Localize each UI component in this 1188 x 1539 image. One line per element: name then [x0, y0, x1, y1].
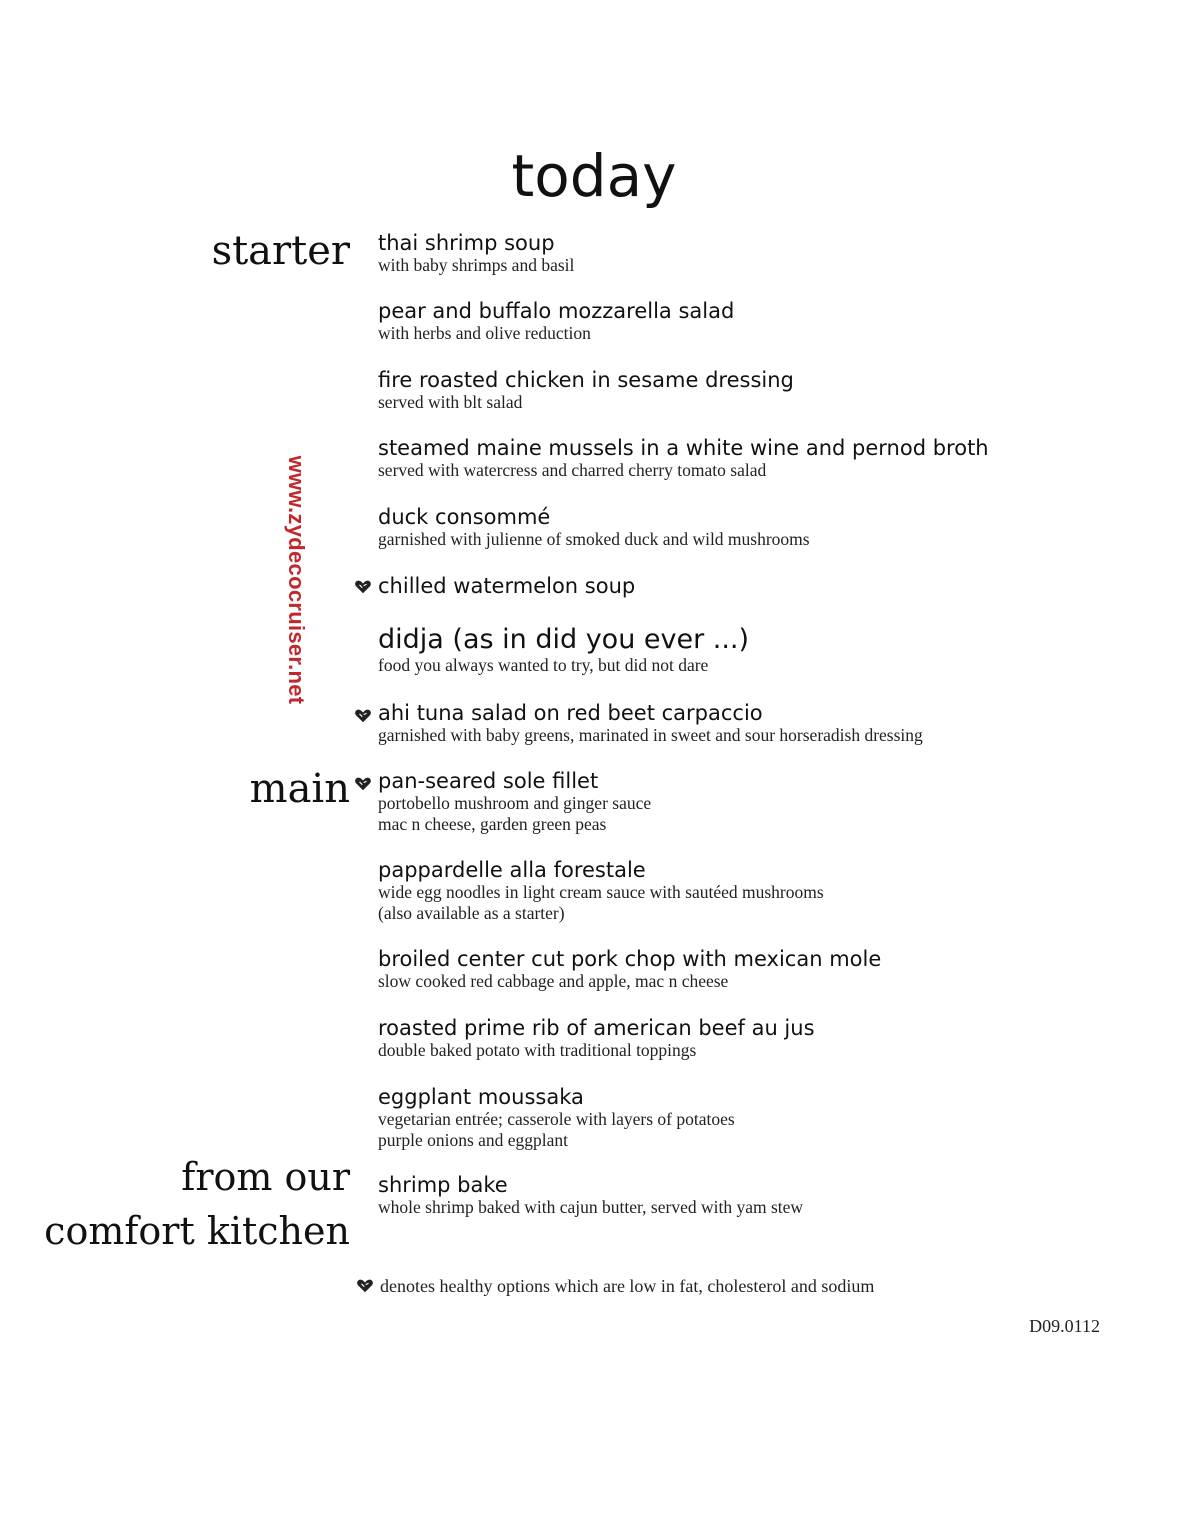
- item-desc: garnished with baby greens, marinated in sweet and sour horseradish dressing: [378, 725, 923, 745]
- item-desc: slow cooked red cabbage and apple, mac n cheese: [378, 971, 729, 991]
- item-desc: with herbs and olive reduction: [378, 323, 591, 343]
- item-desc: garnished with julienne of smoked duck and wild mushrooms: [378, 529, 810, 549]
- item-desc: mac n cheese, garden green peas: [378, 814, 607, 834]
- item-desc: served with watercress and charred cherry tomato salad: [378, 460, 767, 480]
- section-starter: starter: [211, 228, 350, 274]
- item-name: pear and buffalo mozzarella salad: [378, 299, 735, 323]
- item-desc: with baby shrimps and basil: [378, 255, 575, 275]
- heart-icon: [354, 580, 372, 594]
- item-name: eggplant moussaka: [378, 1085, 584, 1109]
- menu-item: [378, 701, 1078, 746]
- item-name: steamed maine mussels in a white wine and pernod broth: [378, 436, 989, 460]
- menu-item: [378, 1085, 1078, 1151]
- item-name: roasted prime rib of american beef au jus: [378, 1016, 815, 1040]
- item-desc: wide egg noodles in light cream sauce with sautéed mushrooms: [378, 882, 824, 902]
- heart-icon: [354, 777, 372, 791]
- menu-item: [378, 1173, 1078, 1218]
- item-desc: food you always wanted to try, but did not dare: [378, 655, 709, 675]
- item-desc: whole shrimp baked with cajun butter, served with yam stew: [378, 1197, 804, 1217]
- page-title: today: [511, 142, 677, 210]
- heart-icon: [354, 709, 372, 723]
- item-name: fire roasted chicken in sesame dressing: [378, 368, 794, 392]
- menu-item: [378, 368, 1078, 413]
- menu-item: [378, 299, 1078, 344]
- item-desc: double baked potato with traditional toppings: [378, 1040, 697, 1060]
- menu-item: [378, 769, 1078, 835]
- menu-item: [378, 436, 1078, 481]
- item-name: didja (as in did you ever ...): [378, 624, 750, 655]
- section-comfort-line2: comfort kitchen: [44, 1209, 350, 1253]
- menu-item: [378, 231, 1078, 276]
- item-name: shrimp bake: [378, 1173, 508, 1197]
- item-desc: (also available as a starter): [378, 903, 565, 923]
- menu-item: [378, 625, 1078, 676]
- menu-code: D09.0112: [1029, 1316, 1100, 1336]
- item-name: pan-seared sole fillet: [378, 769, 599, 793]
- item-desc: vegetarian entrée; casserole with layers of potatoes: [378, 1109, 735, 1129]
- item-desc: portobello mushroom and ginger sauce: [378, 793, 652, 813]
- item-name: chilled watermelon soup: [378, 574, 636, 598]
- footnote-text: denotes healthy options which are low in fat, cholesterol and sodium: [380, 1276, 875, 1296]
- item-name: broiled center cut pork chop with mexican mole: [378, 947, 882, 971]
- menu-item: [378, 858, 1078, 924]
- healthy-footnote: [356, 1276, 874, 1297]
- section-main: main: [249, 766, 350, 812]
- menu-item: [378, 505, 1078, 550]
- menu-item: [378, 1016, 1078, 1061]
- item-desc: served with blt salad: [378, 392, 523, 412]
- item-name: pappardelle alla forestale: [378, 858, 646, 882]
- watermark: www.zydecocruiser.net: [284, 455, 309, 705]
- item-name: duck consommé: [378, 505, 551, 529]
- menu-item: [378, 947, 1078, 992]
- item-name: thai shrimp soup: [378, 231, 555, 255]
- item-desc: purple onions and eggplant: [378, 1130, 569, 1150]
- heart-icon: [356, 1279, 374, 1293]
- section-comfort-line1: from our: [181, 1155, 350, 1199]
- item-name: ahi tuna salad on red beet carpaccio: [378, 701, 763, 725]
- section-comfort-kitchen: [44, 1150, 350, 1258]
- menu-item: [378, 574, 1078, 598]
